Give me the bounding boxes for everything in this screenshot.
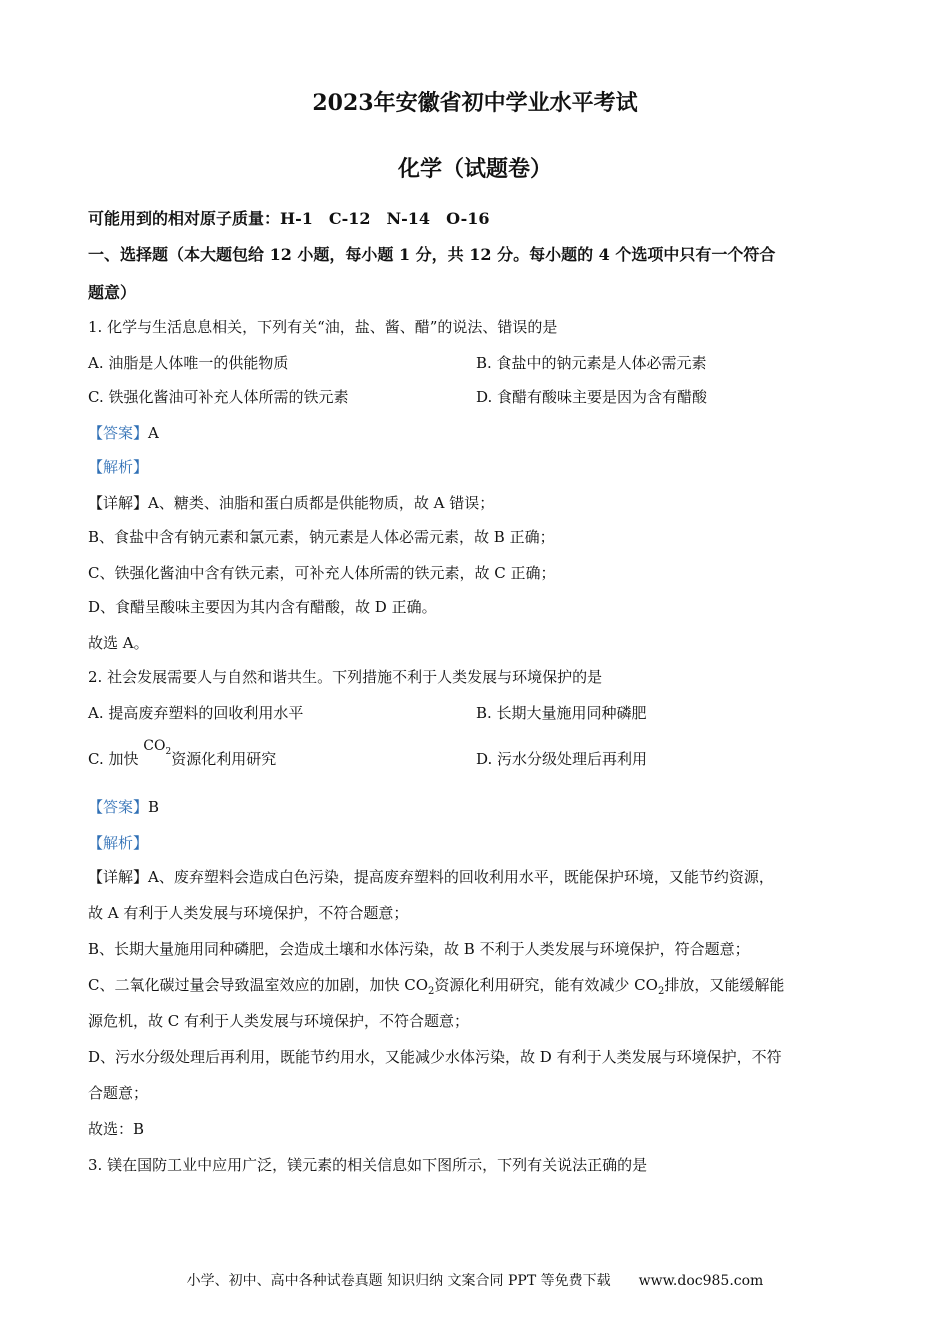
q2-detail-4a: D、污水分级处理后再利用，既能节约用水，又能减少水体污染，故 D 有利于人类发展与环境保护，不符 (88, 1048, 782, 1066)
co2-formula (143, 738, 172, 757)
q1-detail-1 (88, 492, 494, 513)
exam-subtitle: 化学（试题卷） (397, 156, 552, 182)
section1-heading-line1: 一、选择题（本大题包给 12 小题，每小题 1 分，共 12 分。每小题的 4 个选项中只有一个符合 (88, 245, 776, 264)
q2-option-b: B. 长期大量施用同种磷肥 (476, 704, 647, 722)
q2-option-c-suffix: 资源化利用研究 (171, 750, 277, 768)
q2-detail-3a (88, 974, 784, 997)
q1-detail-4: D、食醋呈酸味主要因为其内含有醋酸，故 D 正确。 (88, 598, 437, 616)
q2-option-c (88, 738, 277, 771)
q2-detail-1b: 故 A 有利于人类发展与环境保护，不符合题意； (88, 904, 409, 922)
q1-answer-value: A (148, 424, 159, 442)
q1-detail-2: B、食盐中含有钠元素和氯元素，钠元素是人体必需元素，故 B 正确； (88, 528, 555, 546)
q1-analysis-tag: 【解析】 (88, 458, 149, 476)
q2-detail-3a-part2: 资源化利用研究，能有效减少 CO (434, 976, 658, 994)
q1-option-c: C. 铁强化酱油可补充人体所需的铁元素 (88, 388, 349, 406)
q2-detail-3b: 源危机，故 C 有利于人类发展与环境保护，不符合题意； (88, 1012, 470, 1030)
answer-tag: 【答案】 (88, 798, 149, 816)
q3-stem: 3. 镁在国防工业中应用广泛，镁元素的相关信息如下图所示，下列有关说法正确的是 (88, 1156, 648, 1174)
q2-detail-1a (88, 866, 774, 887)
q1-option-b: B. 食盐中的钠元素是人体必需元素 (476, 354, 707, 372)
q2-option-d: D. 污水分级处理后再利用 (476, 750, 648, 768)
q2-detail-3a-sub2: 2 (657, 986, 665, 997)
q2-answer-value: B (148, 798, 160, 816)
q1-detail-1-text: A、糖类、油脂和蛋白质都是供能物质，故 A 错误； (148, 494, 495, 512)
q1-conclusion: 故选 A。 (88, 634, 149, 652)
q2-detail-3a-part3: 排放，又能缓解能 (664, 976, 785, 994)
co2-formula-sub: 2 (165, 746, 172, 757)
q2-detail-2: B、长期大量施用同种磷肥，会造成土壤和水体污染，故 B 不利于人类发展与环境保护，符合题意； (88, 940, 750, 958)
atomic-mass-line: 可能用到的相对原子质量：H-1 C-12 N-14 O-16 (88, 209, 490, 228)
section1-heading-line2: 题意） (88, 283, 137, 302)
q2-detail-1a-text: A、废弃塑料会造成白色污染，提高废弃塑料的回收利用水平，既能保护环境，又能节约资源， (148, 868, 774, 886)
q1-option-d: D. 食醋有酸味主要是因为含有醋酸 (476, 388, 708, 406)
q2-detail-3a-part1: C、二氧化碳过量会导致温室效应的加剧，加快 CO (88, 976, 429, 994)
q1-answer-line (88, 422, 159, 443)
q1-stem: 1. 化学与生活息息相关，下列有关“油，盐、酱、醋”的说法、错误的是 (88, 318, 558, 336)
q2-stem: 2. 社会发展需要人与自然和谐共生。下列措施不利于人类发展与环境保护的是 (88, 668, 603, 686)
q2-option-c-prefix: C. 加快 (88, 750, 139, 768)
q2-conclusion: 故选：B (88, 1120, 145, 1138)
answer-tag: 【答案】 (88, 424, 149, 442)
page-footer: 小学、初中、高中各种试卷真题 知识归纳 文案合同 PPT 等免费下载 www.doc985.com (186, 1273, 764, 1289)
q2-option-a: A. 提高废弃塑料的回收利用水平 (88, 704, 304, 722)
q2-answer-line (88, 796, 159, 817)
q1-option-a: A. 油脂是人体唯一的供能物质 (88, 354, 289, 372)
exam-title: 2023年安徽省初中学业水平考试 (312, 90, 638, 116)
detail-tag: 【详解】 (88, 494, 149, 512)
detail-tag: 【详解】 (88, 868, 149, 886)
q2-analysis-tag: 【解析】 (88, 834, 149, 852)
q1-detail-3: C、铁强化酱油中含有铁元素，可补充人体所需的铁元素，故 C 正确； (88, 564, 556, 582)
q2-detail-3a-sub1: 2 (428, 986, 435, 997)
co2-formula-base: CO (143, 738, 166, 754)
q2-detail-4b: 合题意； (88, 1084, 149, 1102)
